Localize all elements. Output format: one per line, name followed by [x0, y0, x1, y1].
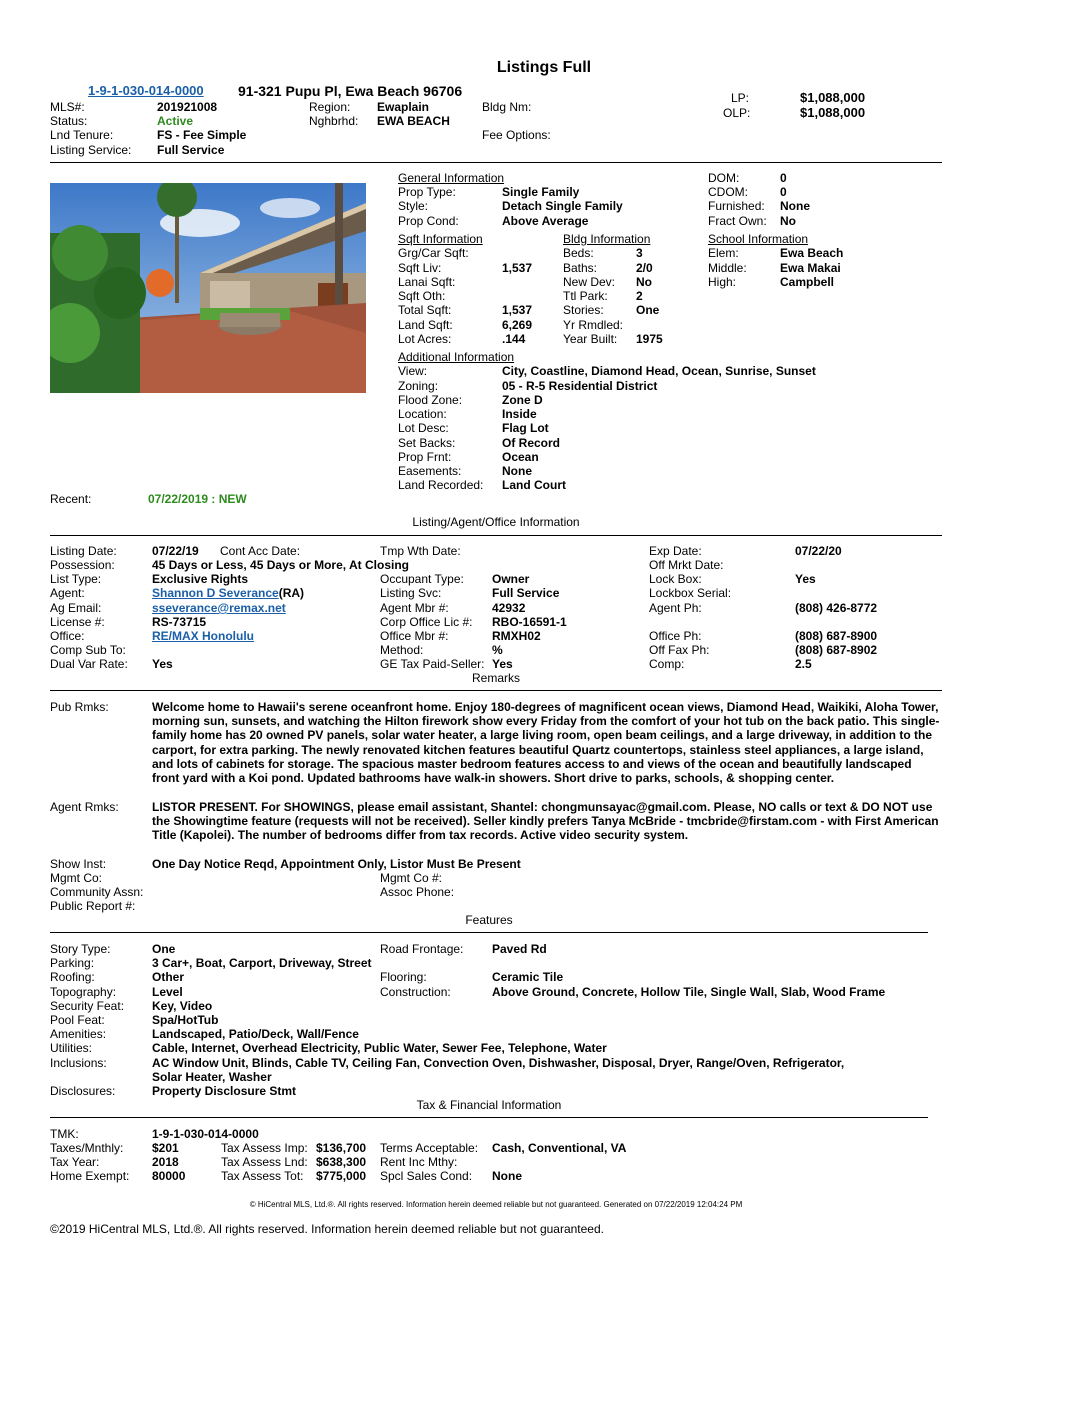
- parking-value: 3 Car+, Boat, Carport, Driveway, Street: [152, 956, 372, 970]
- off-mrkt-label: Off Mrkt Date:: [649, 558, 724, 572]
- sqft-value: .144: [502, 332, 526, 346]
- bldg-value: No: [636, 275, 652, 289]
- flooring-value: Ceramic Tile: [492, 970, 564, 984]
- office-ph-label: Office Ph:: [649, 629, 702, 643]
- school-label: Elem:: [708, 246, 739, 260]
- recent-label: Recent:: [50, 492, 92, 506]
- divider: [50, 1117, 928, 1118]
- method-value: %: [492, 643, 503, 657]
- sqft-label: Grg/Car Sqft:: [398, 246, 469, 260]
- property-photo: [50, 183, 366, 393]
- rent-inc-label: Rent Inc Mthy:: [380, 1155, 458, 1169]
- nghbrhd-label: Nghbrhd:: [309, 114, 359, 128]
- corp-lic-value: RBO-16591-1: [492, 615, 567, 629]
- misc-value: No: [780, 214, 796, 228]
- additional-value: City, Coastline, Diamond Head, Ocean, Sunrise, Sunset: [502, 364, 816, 378]
- bldg-value: One: [636, 303, 660, 317]
- assess-imp-value: $136,700: [316, 1141, 367, 1155]
- pub-remarks-label: Pub Rmks:: [50, 700, 109, 714]
- corp-lic-label: Corp Office Lic #:: [380, 615, 473, 629]
- inclusions-label: Inclusions:: [50, 1056, 107, 1070]
- method-label: Method:: [380, 643, 424, 657]
- status-value: Active: [157, 114, 194, 128]
- spcl-sales-value: None: [492, 1169, 522, 1183]
- lp-label: LP:: [731, 91, 750, 105]
- office-ph-value: (808) 687-8900: [795, 629, 878, 643]
- dual-var-value: Yes: [152, 657, 173, 671]
- utilities-label: Utilities:: [50, 1041, 93, 1055]
- roofing-label: Roofing:: [50, 970, 95, 984]
- general-value: Single Family: [502, 185, 580, 199]
- tax-heading: Tax & Financial Information: [416, 1098, 562, 1112]
- sqft-label: Sqft Oth:: [398, 289, 446, 303]
- topography-label: Topography:: [50, 985, 117, 999]
- fee-options-label: Fee Options:: [482, 128, 551, 142]
- additional-label: Lot Desc:: [398, 421, 449, 435]
- agent-ph-value: (808) 426-8772: [795, 601, 878, 615]
- exp-label: Exp Date:: [649, 544, 702, 558]
- agent-label: Agent:: [50, 586, 85, 600]
- road-value: Paved Rd: [492, 942, 547, 956]
- bldg-heading: Bldg Information: [563, 232, 651, 246]
- additional-value: 05 - R-5 Residential District: [502, 379, 658, 393]
- spcl-sales-label: Spcl Sales Cond:: [380, 1169, 473, 1183]
- misc-value: None: [780, 199, 810, 213]
- property-address: 91-321 Pupu Pl, Ewa Beach 96706: [238, 83, 463, 99]
- lock-box-value: Yes: [795, 572, 816, 586]
- terms-label: Terms Acceptable:: [380, 1141, 479, 1155]
- additional-label: Land Recorded:: [398, 478, 484, 492]
- additional-value: Inside: [502, 407, 537, 421]
- features-heading: Features: [465, 913, 513, 927]
- lock-box-label: Lock Box:: [649, 572, 702, 586]
- school-heading: School Information: [708, 232, 809, 246]
- bldg-label: Yr Rmdled:: [563, 318, 624, 332]
- lp-value: $1,088,000: [800, 90, 866, 105]
- footer-small: © HiCentral MLS, Ltd.®. All rights reserved. Information herein deemed reliable but not guaranteed. Generated on 07/22/2019 12:04:24 PM: [249, 1200, 743, 1209]
- school-value: Campbell: [780, 275, 835, 289]
- possession-value: 45 Days or Less, 45 Days or More, At Closing: [152, 558, 409, 572]
- listing-date-label: Listing Date:: [50, 544, 117, 558]
- assess-lnd-value: $638,300: [316, 1155, 367, 1169]
- community-assn-label: Community Assn:: [50, 885, 144, 899]
- bldg-label: Beds:: [563, 246, 594, 260]
- mgmt-co-num-label: Mgmt Co #:: [380, 871, 443, 885]
- tenure-value: FS - Fee Simple: [157, 128, 247, 142]
- bldg-label: Ttl Park:: [563, 289, 608, 303]
- school-value: Ewa Beach: [780, 246, 844, 260]
- school-value: Ewa Makai: [780, 261, 841, 275]
- taxes-value: $201: [152, 1141, 179, 1155]
- comp-value: 2.5: [795, 657, 812, 671]
- pool-label: Pool Feat:: [50, 1013, 105, 1027]
- misc-value: 0: [780, 171, 787, 185]
- additional-value: Zone D: [502, 393, 543, 407]
- mls-label: MLS#:: [50, 100, 85, 114]
- agent-remarks-label: Agent Rmks:: [50, 800, 119, 814]
- show-inst-value: One Day Notice Reqd, Appointment Only, Listor Must Be Present: [152, 857, 521, 871]
- tmk-link[interactable]: 1-9-1-030-014-0000: [88, 83, 204, 98]
- additional-value: Flag Lot: [502, 421, 549, 435]
- tax-year-value: 2018: [152, 1155, 179, 1169]
- dual-var-label: Dual Var Rate:: [50, 657, 128, 671]
- story-label: Story Type:: [50, 942, 111, 956]
- fax-label: Off Fax Ph:: [649, 643, 710, 657]
- bldg-value: 1975: [636, 332, 663, 346]
- sqft-label: Lanai Sqft:: [398, 275, 456, 289]
- parking-label: Parking:: [50, 956, 95, 970]
- agent-mbr-value: 42932: [492, 601, 526, 615]
- misc-value: 0: [780, 185, 787, 199]
- security-value: Key, Video: [152, 999, 213, 1013]
- road-label: Road Frontage:: [380, 942, 464, 956]
- page-title: Listings Full: [496, 59, 592, 76]
- sqft-value: 1,537: [502, 261, 533, 275]
- office-mbr-label: Office Mbr #:: [380, 629, 449, 643]
- bldg-value: 2/0: [636, 261, 653, 275]
- occupant-value: Owner: [492, 572, 530, 586]
- agent-suffix: (RA): [278, 586, 305, 600]
- sqft-label: Total Sqft:: [398, 303, 452, 317]
- story-value: One: [152, 942, 176, 956]
- tenure-label: Lnd Tenure:: [50, 128, 114, 142]
- agent-section-heading: Listing/Agent/Office Information: [412, 515, 580, 529]
- sqft-label: Lot Acres:: [398, 332, 452, 346]
- fax-value: (808) 687-8902: [795, 643, 878, 657]
- agent-remarks-text: LISTOR PRESENT. For SHOWINGS, please email assistant, Shantel: chongmunsayac@gmail.com. Please, NO calls or text & DO NOT use the Showingtime feature (requests will not be received). Seller kindly prefers Tanya McBride - tmcbride@firstam.com - with First American Title (Kapolei). The number of bedrooms differ from tax records. Active video security system.: [152, 800, 939, 843]
- general-heading: General Information: [398, 171, 505, 185]
- sqft-label: Land Sqft:: [398, 318, 453, 332]
- license-label: License #:: [50, 615, 105, 629]
- comp-sub-label: Comp Sub To:: [50, 643, 126, 657]
- additional-label: Prop Frnt:: [398, 450, 452, 464]
- bldg-label: Stories:: [563, 303, 604, 317]
- remarks-heading: Remarks: [471, 671, 520, 685]
- home-exempt-value: 80000: [152, 1169, 186, 1183]
- mgmt-co-label: Mgmt Co:: [50, 871, 103, 885]
- inclusions-value: AC Window Unit, Blinds, Cable TV, Ceiling Fan, Convection Oven, Dishwasher, Disposal, Dryer, Range/Oven, Refrigerator, Solar Heater, Washer: [152, 1056, 845, 1085]
- misc-label: CDOM:: [708, 185, 748, 199]
- listing-svc-value: Full Service: [492, 586, 560, 600]
- region-value: Ewaplain: [377, 100, 430, 114]
- taxes-label: Taxes/Mnthly:: [50, 1141, 124, 1155]
- exp-value: 07/22/20: [795, 544, 842, 558]
- bldg-label: New Dev:: [563, 275, 616, 289]
- additional-value: None: [502, 464, 532, 478]
- terms-value: Cash, Conventional, VA: [492, 1141, 627, 1155]
- agent-ph-label: Agent Ph:: [649, 601, 702, 615]
- amenities-value: Landscaped, Patio/Deck, Wall/Fence: [152, 1027, 359, 1041]
- home-exempt-label: Home Exempt:: [50, 1169, 130, 1183]
- lockbox-serial-label: Lockbox Serial:: [649, 586, 732, 600]
- show-inst-label: Show Inst:: [50, 857, 107, 871]
- listing-date-value: 07/22/19: [152, 544, 199, 558]
- assess-lnd-label: Tax Assess Lnd:: [221, 1155, 308, 1169]
- general-label: Prop Type:: [398, 185, 456, 199]
- olp-label: OLP:: [723, 106, 751, 120]
- cont-acc-label: Cont Acc Date:: [220, 544, 301, 558]
- sqft-value: 6,269: [502, 318, 533, 332]
- list-type-label: List Type:: [50, 572, 102, 586]
- service-value: Full Service: [157, 143, 225, 157]
- list-type-value: Exclusive Rights: [152, 572, 249, 586]
- assess-tot-label: Tax Assess Tot:: [221, 1169, 304, 1183]
- sqft-label: Sqft Liv:: [398, 261, 442, 275]
- region-label: Region:: [309, 100, 351, 114]
- tax-year-label: Tax Year:: [50, 1155, 100, 1169]
- general-value: Detach Single Family: [502, 199, 623, 213]
- misc-label: Furnished:: [708, 199, 765, 213]
- bldg-name-label: Bldg Nm:: [482, 100, 532, 114]
- nghbrhd-value: EWA BEACH: [377, 114, 450, 128]
- school-label: High:: [708, 275, 737, 289]
- agent-name-link[interactable]: Shannon D Severance: [152, 586, 279, 600]
- divider: [50, 535, 942, 536]
- assess-tot-value: $775,000: [316, 1169, 367, 1183]
- general-label: Prop Cond:: [398, 214, 459, 228]
- agent-name-line: [152, 586, 304, 600]
- bldg-label: Year Built:: [563, 332, 618, 346]
- divider: [50, 690, 942, 691]
- pub-remarks-text: Welcome home to Hawaii's serene oceanfront home. Enjoy 180-degrees of magnificent ocean views, Diamond Head, Waikiki, Aloha Tower, morning sun, sunsets, and watching the Hilton firework show every Friday from the comfort of your hot tub on the back patio. This single-family home has 20 owned PV panels, solar water heater, a large living room, open beam ceilings, and a large driveway, in addition to the carport, for extra parking. The newly renovated kitchen features beautiful Quartz countertops, stainless steel appliances, a large island, and lots of cabinets for storage. The spacious master bedroom features access to and views of the ocean and beautifully landscaped front yard with a Koi pond. Updated bathrooms have walk-in showers. Short drive to parks, schools, & shopping center.: [152, 700, 940, 786]
- pool-value: Spa/HotTub: [152, 1013, 219, 1027]
- misc-label: DOM:: [708, 171, 740, 185]
- license-value: RS-73715: [152, 615, 207, 629]
- additional-value: Ocean: [502, 450, 539, 464]
- utilities-value: Cable, Internet, Overhead Electricity, Public Water, Sewer Fee, Telephone, Water: [152, 1041, 607, 1055]
- bldg-value: 2: [636, 289, 643, 303]
- ge-tax-label: GE Tax Paid-Seller:: [380, 657, 485, 671]
- assoc-phone-label: Assoc Phone:: [380, 885, 455, 899]
- olp-value: $1,088,000: [800, 105, 866, 120]
- mls-value: 201921008: [157, 100, 218, 114]
- roofing-value: Other: [152, 970, 185, 984]
- tmk-label: TMK:: [50, 1127, 79, 1141]
- ag-email-link[interactable]: sseverance@remax.net: [152, 601, 286, 615]
- listing-svc-label: Listing Svc:: [380, 586, 442, 600]
- misc-label: Fract Own:: [708, 214, 767, 228]
- additional-label: Zoning:: [398, 379, 439, 393]
- additional-value: Land Court: [502, 478, 566, 492]
- construction-label: Construction:: [380, 985, 451, 999]
- general-value: Above Average: [502, 214, 589, 228]
- ge-tax-value: Yes: [492, 657, 513, 671]
- general-label: Style:: [398, 199, 429, 213]
- disclosures-label: Disclosures:: [50, 1084, 116, 1098]
- construction-value: Above Ground, Concrete, Hollow Tile, Single Wall, Slab, Wood Frame: [492, 985, 886, 999]
- possession-label: Possession:: [50, 558, 115, 572]
- additional-label: Flood Zone:: [398, 393, 463, 407]
- comp-label: Comp:: [649, 657, 685, 671]
- service-label: Listing Service:: [50, 143, 132, 157]
- bldg-label: Baths:: [563, 261, 598, 275]
- agent-mbr-label: Agent Mbr #:: [380, 601, 449, 615]
- status-label: Status:: [50, 114, 88, 128]
- sqft-heading: Sqft Information: [398, 232, 483, 246]
- additional-label: Easements:: [398, 464, 462, 478]
- ag-email-label: Ag Email:: [50, 601, 102, 615]
- security-label: Security Feat:: [50, 999, 125, 1013]
- occupant-label: Occupant Type:: [380, 572, 464, 586]
- divider: [50, 162, 942, 163]
- additional-value: Of Record: [502, 436, 561, 450]
- footer-copyright: ©2019 HiCentral MLS, Ltd.®. All rights reserved. Information herein deemed reliable but not guaranteed.: [50, 1222, 604, 1236]
- office-label: Office:: [50, 629, 85, 643]
- sqft-value: 1,537: [502, 303, 533, 317]
- additional-heading: Additional Information: [398, 350, 515, 364]
- additional-label: View:: [398, 364, 428, 378]
- amenities-label: Amenities:: [50, 1027, 107, 1041]
- public-report-label: Public Report #:: [50, 899, 136, 913]
- additional-label: Set Backs:: [398, 436, 456, 450]
- school-label: Middle:: [708, 261, 747, 275]
- office-mbr-value: RMXH02: [492, 629, 541, 643]
- disclosures-value: Property Disclosure Stmt: [152, 1084, 297, 1098]
- flooring-label: Flooring:: [380, 970, 427, 984]
- bldg-value: 3: [636, 246, 643, 260]
- tmp-wth-label: Tmp Wth Date:: [380, 544, 461, 558]
- divider: [50, 932, 928, 933]
- topography-value: Level: [152, 985, 183, 999]
- recent-value: 07/22/2019 : NEW: [148, 492, 247, 506]
- additional-label: Location:: [398, 407, 447, 421]
- office-link[interactable]: RE/MAX Honolulu: [152, 629, 254, 643]
- tmk-value: 1-9-1-030-014-0000: [152, 1127, 259, 1141]
- assess-imp-label: Tax Assess Imp:: [221, 1141, 308, 1155]
